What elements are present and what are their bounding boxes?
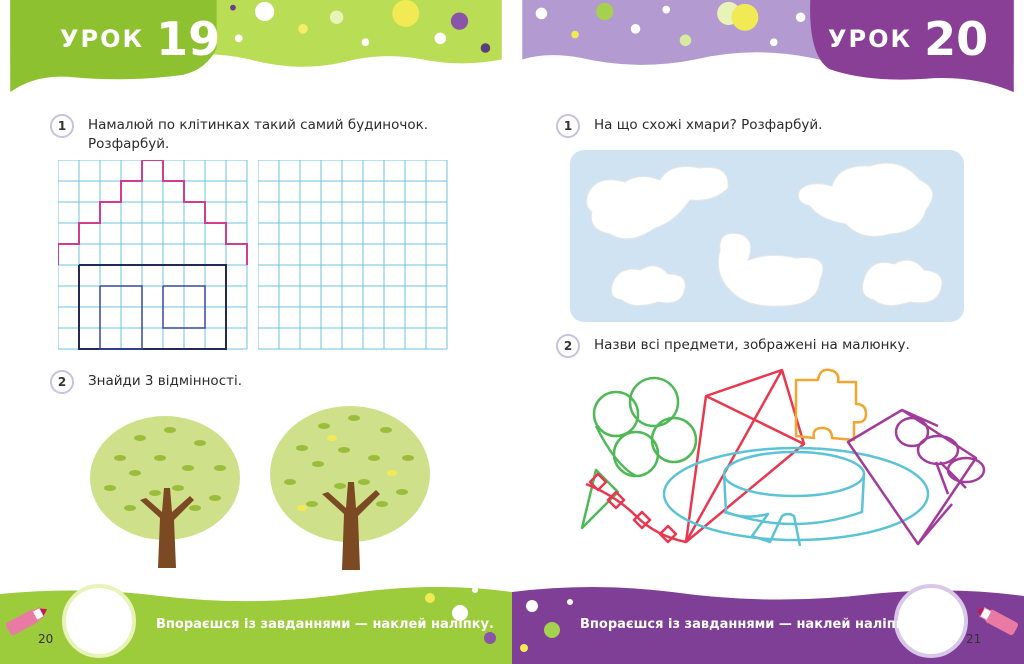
right-page	[512, 0, 1024, 664]
task-1	[50, 116, 430, 154]
lesson-word: УРОК	[60, 25, 145, 53]
task-number-badge: 1	[556, 114, 580, 138]
puzzle-piece-outline	[796, 370, 866, 440]
clouds-picture[interactable]	[570, 150, 964, 322]
sticker-placeholder[interactable]	[62, 584, 136, 658]
hidden-objects-picture[interactable]	[556, 366, 996, 572]
marker-icon	[974, 598, 1024, 644]
task-text: На що схожі хмари? Розфарбуй.	[594, 117, 823, 133]
lesson-word: УРОК	[828, 25, 913, 53]
task-text: Знайди 3 відмінності.	[88, 373, 243, 389]
task-2	[50, 372, 430, 394]
task-number-badge: 1	[50, 114, 74, 138]
gift-box-outline	[848, 410, 984, 544]
lesson-number: 19	[156, 12, 221, 66]
task-text: Намалюй по клітинках такий самий будиночок. Розфарбуй.	[88, 117, 429, 152]
task-1	[556, 116, 976, 138]
ice-cream-outline	[582, 378, 696, 528]
hat-outline	[664, 448, 928, 546]
task-number-badge: 2	[50, 370, 74, 394]
empty-drawing-grid[interactable]	[258, 160, 448, 350]
house-sample-grid	[58, 160, 248, 350]
task-text: Назви всі предмети, зображені на малюнку.	[594, 337, 910, 353]
page-number: 20	[38, 632, 54, 646]
sticker-instruction: Впораєшся із завданнями — наклей наліпку.	[580, 617, 918, 632]
house-roof-outline	[58, 160, 247, 265]
task-number-badge: 2	[556, 334, 580, 358]
lesson-number: 20	[924, 12, 989, 66]
tree-left-illustration	[80, 408, 250, 568]
tree-right-illustration	[262, 398, 438, 570]
lesson-title	[828, 6, 988, 72]
task-2	[556, 336, 976, 358]
lesson-title	[60, 6, 220, 72]
page-number: 21	[966, 632, 982, 646]
kite-outline	[586, 370, 804, 542]
sticker-instruction: Впораєшся із завданнями — наклей наліпку.	[156, 617, 494, 632]
